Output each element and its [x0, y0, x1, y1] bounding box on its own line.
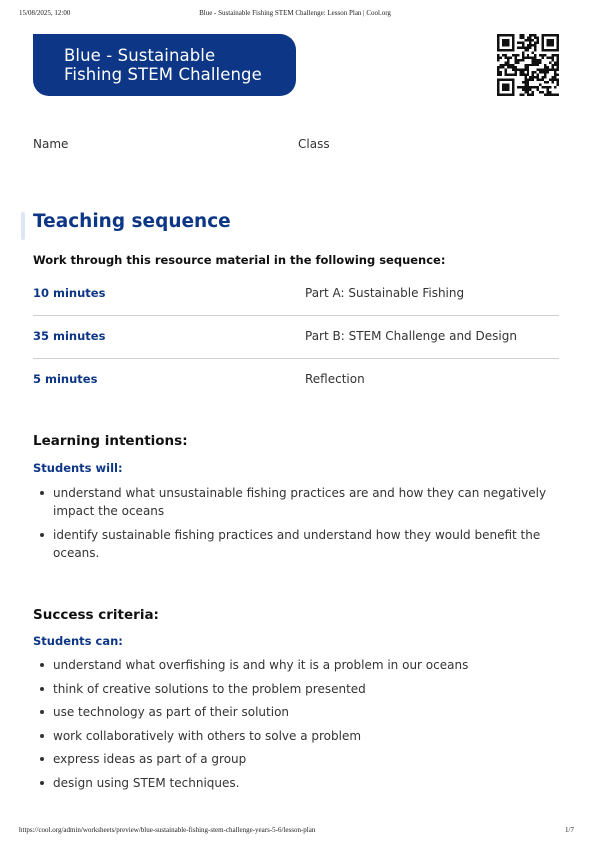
sequence-part: Reflection	[305, 372, 365, 386]
list-item: think of creative solutions to the problem presented	[33, 680, 553, 698]
sequence-row	[33, 359, 559, 401]
sequence-row	[33, 316, 559, 359]
sequence-part: Part B: STEM Challenge and Design	[305, 329, 517, 343]
name-label: Name	[33, 137, 69, 151]
sequence-row	[33, 273, 559, 316]
learning-intentions-title: Learning intentions:	[33, 433, 188, 449]
title-line-1: Blue - Sustainable	[64, 46, 216, 65]
teaching-sequence-intro: Work through this resource material in the following sequence:	[33, 253, 446, 267]
sequence-time: 10 minutes	[33, 286, 106, 300]
sequence-part: Part A: Sustainable Fishing	[305, 286, 465, 300]
success-criteria-list	[33, 656, 553, 797]
sequence-time: 35 minutes	[33, 329, 106, 343]
learning-intentions-list	[33, 484, 553, 567]
print-page-number: 1/7	[565, 826, 574, 834]
list-item: identify sustainable fishing practices and understand how they would benefit the oceans.	[33, 526, 553, 562]
teaching-sequence-title: Teaching sequence	[33, 211, 231, 232]
success-criteria-subtitle: Students can:	[33, 634, 123, 648]
print-page-title: Blue - Sustainable Fishing STEM Challenge: Lesson Plan | Cool.org	[199, 9, 391, 17]
list-item: understand what overfishing is and why it is a problem in our oceans	[33, 656, 553, 674]
list-item: design using STEM techniques.	[33, 774, 553, 792]
title-banner	[33, 34, 296, 96]
list-item: work collaboratively with others to solve a problem	[33, 727, 553, 745]
section-accent-bar	[21, 212, 25, 240]
list-item: express ideas as part of a group	[33, 750, 553, 768]
learning-intentions-subtitle: Students will:	[33, 461, 123, 475]
qr-code-icon	[497, 34, 559, 96]
print-url: https://cool.org/admin/worksheets/preview/blue-sustainable-fishing-stem-challenge-years-5-6/lesson-plan	[19, 826, 316, 834]
list-item: understand what unsustainable fishing practices are and how they can negatively impact the oceans	[33, 484, 553, 520]
list-item: use technology as part of their solution	[33, 703, 553, 721]
class-label: Class	[298, 137, 330, 151]
sequence-time: 5 minutes	[33, 372, 98, 386]
print-date: 15/08/2025, 12:00	[19, 9, 71, 17]
success-criteria-title: Success criteria:	[33, 607, 159, 623]
title-line-2: Fishing STEM Challenge	[64, 65, 262, 84]
